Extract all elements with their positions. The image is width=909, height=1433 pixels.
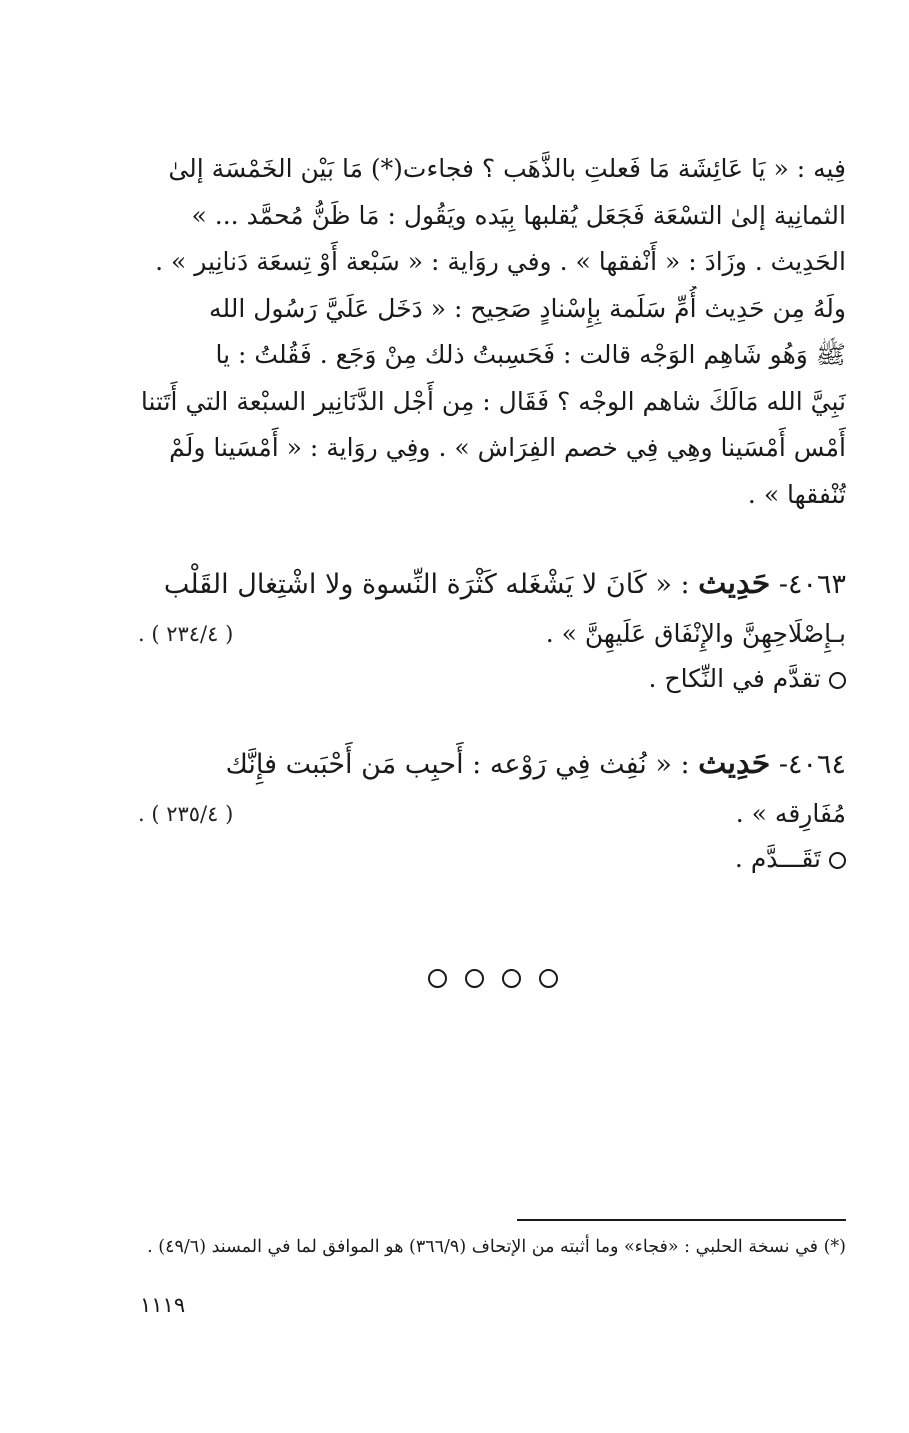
text-line: الحَدِيث . وزَادَ : « أَنْفقها » . وفي روَاية : « سَبْعة أَوْ تِسعَة دَنانِير » . <box>155 247 846 276</box>
hadith-note <box>138 837 846 881</box>
hadith-keyword: حَدِيث <box>698 566 771 601</box>
circle-ornament-icon <box>428 969 447 988</box>
text-line: تُنْفقها » . <box>747 479 846 509</box>
hadith-note-text: تقدَّم في النِّكاح . <box>648 664 821 693</box>
hadith-note <box>138 657 846 701</box>
section-separator <box>428 963 558 993</box>
text-line: فِيه : « يَا عَائِشَة مَا فَعلتِ بالذَّهَب ؟ فجاءت(*) مَا بَيْن الخَمْسَة إلىٰ <box>168 154 846 183</box>
hadith-continuation: بـإِصْلَاحِهِنَّ والإِنْفَاق عَلَيهِنَّ » . <box>545 619 846 648</box>
hadith-keyword: حَدِيث <box>698 746 771 781</box>
text-line: نَبِيَّ الله مَالَكَ شاهم الوجْه ؟ فَقَال : مِن أَجْل الدَّنَانِير السبْعة التي أَتَتنا <box>140 386 846 416</box>
hadith-4064 <box>138 738 846 881</box>
circle-marker-icon <box>829 672 846 689</box>
text-line: ولَهُ مِن حَدِيث أُمِّ سَلَمة بِإِسْنادٍ صَحِيح : « دَخَل عَلَيَّ رَسُول الله <box>209 293 846 323</box>
hadith-4063 <box>138 558 846 701</box>
hadith-number: ٤٠٦٤- <box>778 749 846 780</box>
hadith-heading-line <box>138 738 846 791</box>
circle-marker-icon <box>829 852 846 869</box>
hadith-number: ٤٠٦٣- <box>778 569 846 600</box>
text-line: أَمْس أَمْسَينا وهِي فِي خصم الفِرَاش » . وفِي روَاية : « أَمْسَينا ولَمْ <box>169 433 846 462</box>
hadith-continuation-line <box>138 611 846 657</box>
intro-paragraph <box>138 146 846 518</box>
hadith-note-text: تَقَـــدَّم . <box>734 844 821 873</box>
page-number: ١١١٩ <box>140 1293 186 1317</box>
footnote-rule <box>517 1219 846 1221</box>
hadith-continuation: مُفَارِقه » . <box>735 799 846 828</box>
hadith-text: : « نُفِث فِي رَوْعه : أَحبِب مَن أَحْبَبت فإِنَّك <box>225 749 690 780</box>
circle-ornament-icon <box>502 969 521 988</box>
hadith-continuation-line <box>138 791 846 837</box>
hadith-reference: ( ٢٣٤/٤ ) . <box>138 622 234 646</box>
hadith-text: : « كَانَ لا يَشْغَله كَثْرَة النِّسوة ولا اشْتِغال القَلْب <box>163 569 690 600</box>
hadith-heading-line <box>138 558 846 611</box>
text-line: ﷺ وَهُو شَاهِم الوَجْه قالت : فَحَسِبتُ ذلك مِنْ وَجَع . فَقُلتُ : يا <box>215 340 846 369</box>
circle-ornament-icon <box>465 969 484 988</box>
circle-ornament-icon <box>539 969 558 988</box>
footnote: (*) في نسخة الحلبي : «فجاء» وما أثبته من الإتحاف (٣٦٦/٩) هو الموافق لما في المسند (٤٩/٦) . <box>147 1237 846 1257</box>
text-line: الثمانِية إلىٰ التسْعَة فَجَعَل يُقلبها بِيَده ويَقُول : مَا ظَنُّ مُحمَّد ... » <box>191 200 846 230</box>
hadith-reference: ( ٢٣٥/٤ ) . <box>138 802 234 826</box>
